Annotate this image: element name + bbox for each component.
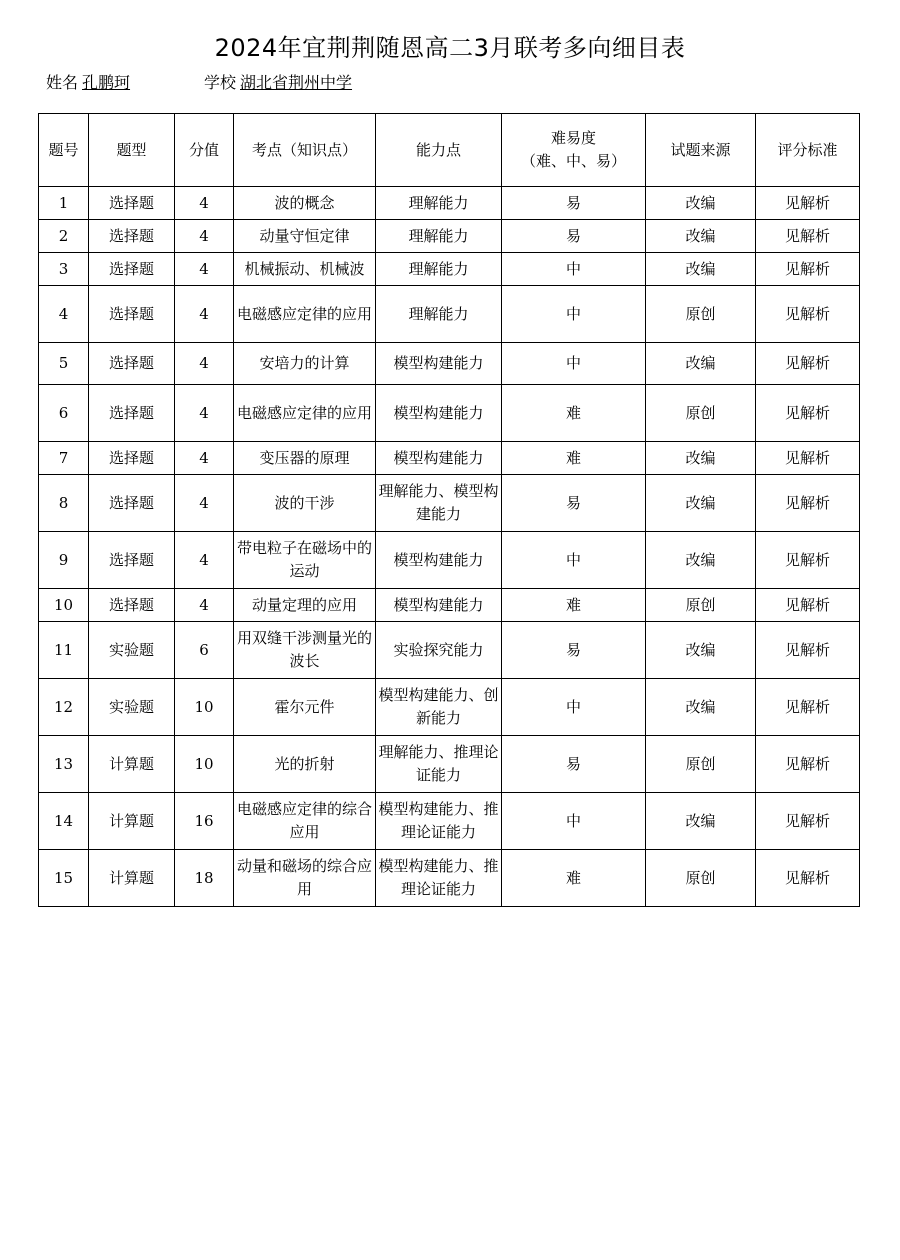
cell-grading: 见解析 bbox=[756, 589, 860, 622]
cell-source: 原创 bbox=[646, 850, 756, 907]
table-row bbox=[39, 442, 860, 475]
cell-grading: 见解析 bbox=[756, 286, 860, 343]
table-row bbox=[39, 253, 860, 286]
cell-ability: 模型构建能力 bbox=[376, 442, 502, 475]
cell-ability: 理解能力 bbox=[376, 187, 502, 220]
cell-grading: 见解析 bbox=[756, 736, 860, 793]
school-field bbox=[204, 70, 380, 93]
cell-topic: 霍尔元件 bbox=[234, 679, 376, 736]
cell-difficulty: 中 bbox=[502, 532, 646, 589]
cell-source: 改编 bbox=[646, 532, 756, 589]
cell-type: 选择题 bbox=[89, 286, 175, 343]
cell-score: 4 bbox=[175, 532, 234, 589]
cell-number: 10 bbox=[39, 589, 89, 622]
cell-source: 改编 bbox=[646, 679, 756, 736]
cell-topic: 动量守恒定律 bbox=[234, 220, 376, 253]
cell-source: 改编 bbox=[646, 622, 756, 679]
cell-topic: 波的干涉 bbox=[234, 475, 376, 532]
cell-source: 改编 bbox=[646, 187, 756, 220]
cell-topic: 用双缝干涉测量光的波长 bbox=[234, 622, 376, 679]
cell-topic: 带电粒子在磁场中的运动 bbox=[234, 532, 376, 589]
cell-type: 选择题 bbox=[89, 475, 175, 532]
cell-topic: 机械振动、机械波 bbox=[234, 253, 376, 286]
table-row bbox=[39, 532, 860, 589]
cell-source: 原创 bbox=[646, 385, 756, 442]
header-ability: 能力点 bbox=[376, 114, 502, 187]
cell-source: 改编 bbox=[646, 220, 756, 253]
header-topic: 考点（知识点） bbox=[234, 114, 376, 187]
cell-type: 选择题 bbox=[89, 187, 175, 220]
cell-score: 6 bbox=[175, 622, 234, 679]
table-row bbox=[39, 589, 860, 622]
cell-topic: 电磁感应定律的应用 bbox=[234, 385, 376, 442]
cell-score: 4 bbox=[175, 589, 234, 622]
cell-number: 1 bbox=[39, 187, 89, 220]
table-row bbox=[39, 793, 860, 850]
cell-score: 4 bbox=[175, 187, 234, 220]
cell-source: 改编 bbox=[646, 343, 756, 385]
name-label: 姓名 bbox=[46, 73, 79, 92]
cell-source: 原创 bbox=[646, 286, 756, 343]
cell-number: 5 bbox=[39, 343, 89, 385]
cell-topic: 电磁感应定律的应用 bbox=[234, 286, 376, 343]
table-row bbox=[39, 343, 860, 385]
cell-difficulty: 难 bbox=[502, 589, 646, 622]
cell-topic: 电磁感应定律的综合应用 bbox=[234, 793, 376, 850]
cell-grading: 见解析 bbox=[756, 793, 860, 850]
cell-source: 原创 bbox=[646, 736, 756, 793]
cell-grading: 见解析 bbox=[756, 220, 860, 253]
cell-grading: 见解析 bbox=[756, 343, 860, 385]
cell-ability: 模型构建能力、推理论证能力 bbox=[376, 793, 502, 850]
cell-difficulty: 中 bbox=[502, 343, 646, 385]
cell-ability: 理解能力 bbox=[376, 253, 502, 286]
cell-grading: 见解析 bbox=[756, 679, 860, 736]
cell-number: 6 bbox=[39, 385, 89, 442]
cell-ability: 理解能力、推理论证能力 bbox=[376, 736, 502, 793]
cell-ability: 理解能力 bbox=[376, 220, 502, 253]
table-row bbox=[39, 220, 860, 253]
cell-number: 4 bbox=[39, 286, 89, 343]
cell-score: 4 bbox=[175, 442, 234, 475]
cell-score: 4 bbox=[175, 343, 234, 385]
table-header-row bbox=[39, 114, 860, 187]
cell-type: 选择题 bbox=[89, 220, 175, 253]
cell-grading: 见解析 bbox=[756, 442, 860, 475]
cell-grading: 见解析 bbox=[756, 475, 860, 532]
cell-score: 18 bbox=[175, 850, 234, 907]
cell-source: 改编 bbox=[646, 475, 756, 532]
cell-type: 选择题 bbox=[89, 532, 175, 589]
school-label: 学校 bbox=[204, 73, 237, 92]
cell-difficulty: 易 bbox=[502, 220, 646, 253]
table-row bbox=[39, 622, 860, 679]
cell-grading: 见解析 bbox=[756, 622, 860, 679]
cell-grading: 见解析 bbox=[756, 187, 860, 220]
cell-grading: 见解析 bbox=[756, 253, 860, 286]
cell-difficulty: 易 bbox=[502, 622, 646, 679]
cell-difficulty: 中 bbox=[502, 793, 646, 850]
cell-ability: 模型构建能力 bbox=[376, 343, 502, 385]
cell-number: 7 bbox=[39, 442, 89, 475]
cell-grading: 见解析 bbox=[756, 385, 860, 442]
cell-topic: 动量定理的应用 bbox=[234, 589, 376, 622]
cell-topic: 动量和磁场的综合应用 bbox=[234, 850, 376, 907]
cell-number: 12 bbox=[39, 679, 89, 736]
cell-type: 选择题 bbox=[89, 589, 175, 622]
cell-type: 计算题 bbox=[89, 736, 175, 793]
header-number: 题号 bbox=[39, 114, 89, 187]
cell-score: 4 bbox=[175, 286, 234, 343]
cell-type: 计算题 bbox=[89, 850, 175, 907]
cell-score: 10 bbox=[175, 736, 234, 793]
cell-source: 原创 bbox=[646, 589, 756, 622]
cell-number: 13 bbox=[39, 736, 89, 793]
cell-ability: 模型构建能力、推理论证能力 bbox=[376, 850, 502, 907]
cell-source: 改编 bbox=[646, 442, 756, 475]
cell-source: 改编 bbox=[646, 793, 756, 850]
cell-source: 改编 bbox=[646, 253, 756, 286]
cell-type: 选择题 bbox=[89, 385, 175, 442]
table-row bbox=[39, 679, 860, 736]
cell-difficulty: 难 bbox=[502, 442, 646, 475]
cell-type: 选择题 bbox=[89, 442, 175, 475]
cell-score: 4 bbox=[175, 253, 234, 286]
cell-ability: 模型构建能力 bbox=[376, 532, 502, 589]
name-field bbox=[46, 70, 152, 93]
cell-type: 计算题 bbox=[89, 793, 175, 850]
cell-score: 10 bbox=[175, 679, 234, 736]
cell-ability: 模型构建能力 bbox=[376, 385, 502, 442]
table-row bbox=[39, 187, 860, 220]
cell-topic: 波的概念 bbox=[234, 187, 376, 220]
table-row bbox=[39, 736, 860, 793]
cell-type: 实验题 bbox=[89, 622, 175, 679]
cell-type: 选择题 bbox=[89, 253, 175, 286]
cell-number: 11 bbox=[39, 622, 89, 679]
cell-grading: 见解析 bbox=[756, 532, 860, 589]
cell-number: 15 bbox=[39, 850, 89, 907]
cell-topic: 光的折射 bbox=[234, 736, 376, 793]
cell-topic: 变压器的原理 bbox=[234, 442, 376, 475]
table-row bbox=[39, 850, 860, 907]
cell-type: 选择题 bbox=[89, 343, 175, 385]
cell-difficulty: 难 bbox=[502, 850, 646, 907]
cell-difficulty: 中 bbox=[502, 286, 646, 343]
cell-difficulty: 难 bbox=[502, 385, 646, 442]
cell-ability: 理解能力 bbox=[376, 286, 502, 343]
cell-ability: 模型构建能力 bbox=[376, 589, 502, 622]
header-difficulty: 难易度 （难、中、易） bbox=[502, 114, 646, 187]
cell-score: 4 bbox=[175, 385, 234, 442]
cell-score: 4 bbox=[175, 220, 234, 253]
header-type: 题型 bbox=[89, 114, 175, 187]
cell-difficulty: 易 bbox=[502, 475, 646, 532]
name-value: 孔鹏珂 bbox=[82, 73, 131, 92]
header-score: 分值 bbox=[175, 114, 234, 187]
cell-score: 16 bbox=[175, 793, 234, 850]
page-title: 2024年宜荆荆随恩高二3月联考多向细目表 bbox=[214, 34, 686, 62]
cell-number: 3 bbox=[39, 253, 89, 286]
table-row bbox=[39, 475, 860, 532]
cell-number: 2 bbox=[39, 220, 89, 253]
school-value: 湖北省荆州中学 bbox=[240, 73, 353, 92]
cell-difficulty: 中 bbox=[502, 253, 646, 286]
cell-ability: 理解能力、模型构建能力 bbox=[376, 475, 502, 532]
cell-type: 实验题 bbox=[89, 679, 175, 736]
table-row bbox=[39, 286, 860, 343]
cell-ability: 实验探究能力 bbox=[376, 622, 502, 679]
cell-difficulty: 易 bbox=[502, 187, 646, 220]
table-row bbox=[39, 385, 860, 442]
cell-number: 9 bbox=[39, 532, 89, 589]
specification-table bbox=[38, 113, 860, 907]
cell-score: 4 bbox=[175, 475, 234, 532]
cell-number: 14 bbox=[39, 793, 89, 850]
cell-difficulty: 易 bbox=[502, 736, 646, 793]
cell-difficulty: 中 bbox=[502, 679, 646, 736]
header-grading: 评分标准 bbox=[756, 114, 860, 187]
cell-number: 8 bbox=[39, 475, 89, 532]
cell-topic: 安培力的计算 bbox=[234, 343, 376, 385]
cell-ability: 模型构建能力、创新能力 bbox=[376, 679, 502, 736]
cell-grading: 见解析 bbox=[756, 850, 860, 907]
header-source: 试题来源 bbox=[646, 114, 756, 187]
